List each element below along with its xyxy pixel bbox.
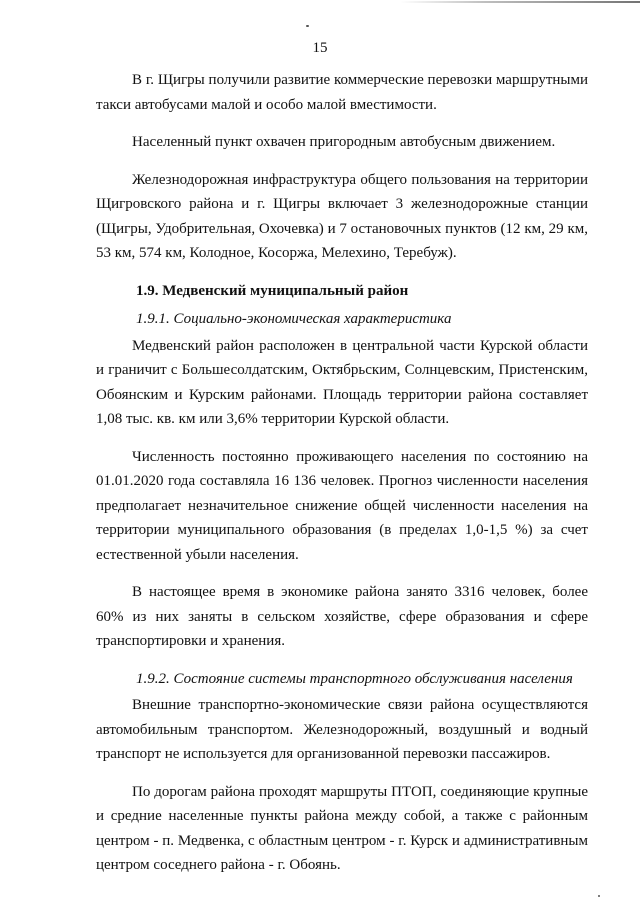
page-number: 15 [312, 40, 328, 56]
subsection-heading: 1.9.1. Социально-экономическая характеристика [136, 311, 452, 327]
paragraph: По дорогам района проходят маршруты ПТОП, соединяющие крупные и средние населенные пункты района между собой, а также с районным центром - п. Медвенка, с областным центром - г. Курск и административным центром соседнего района - г. Обоянь. [96, 783, 588, 873]
scan-speck [598, 895, 600, 897]
paragraph: В настоящее время в экономике района занято 3316 человек, более 60% из них заняты в сельском хозяйстве, сфере образования и сфере транспортировки и хранения. [96, 584, 588, 649]
scan-speck [306, 25, 309, 27]
scan-artifact-line [400, 1, 640, 3]
paragraph: Внешние транспортно-экономические связи района осуществляются автомобильным транспортом. Железнодорожный, воздушный и водный транспорт не используется для организованной перевозки пассажиров. [96, 697, 588, 762]
paragraph: В г. Щигры получили развитие коммерческие перевозки маршрутными такси автобусами малой и особо малой вместимости. [96, 72, 588, 113]
paragraph: Численность постоянно проживающего населения по состоянию на 01.01.2020 года составляла 16 136 человек. Прогноз численности населения предполагает незначительное снижение общей численности населения на территории муниципального образования (в пределах 1,0-1,5 %) за счет естественной убыли населения. [96, 448, 588, 563]
section-heading: 1.9. Медвенский муниципальный район [136, 282, 409, 299]
paragraph: Железнодорожная инфраструктура общего пользования на территории Щигровского района и г. Щигры включает 3 железнодорожные станции (Щигры, Удобрительная, Охочевка) и 7 остановочных пунктов (12 км, 29 км, 53 км, 574 км, Колодное, Косоржа, Мелехино, Теребуж). [96, 171, 588, 261]
subsection-heading: 1.9.2. Состояние системы транспортного обслуживания населения [136, 670, 573, 687]
paragraph: Медвенский район расположен в центральной части Курской области и граничит с Большесолдатским, Октябрьским, Солнцевским, Пристенским, Обоянским и Курским районами. Площадь территории района составляет 1,08 тыс. кв. км или 3,6% территории Курской области. [96, 337, 588, 427]
paragraph: Населенный пункт охвачен пригородным автобусным движением. [132, 134, 556, 150]
document-body [96, 68, 588, 891]
